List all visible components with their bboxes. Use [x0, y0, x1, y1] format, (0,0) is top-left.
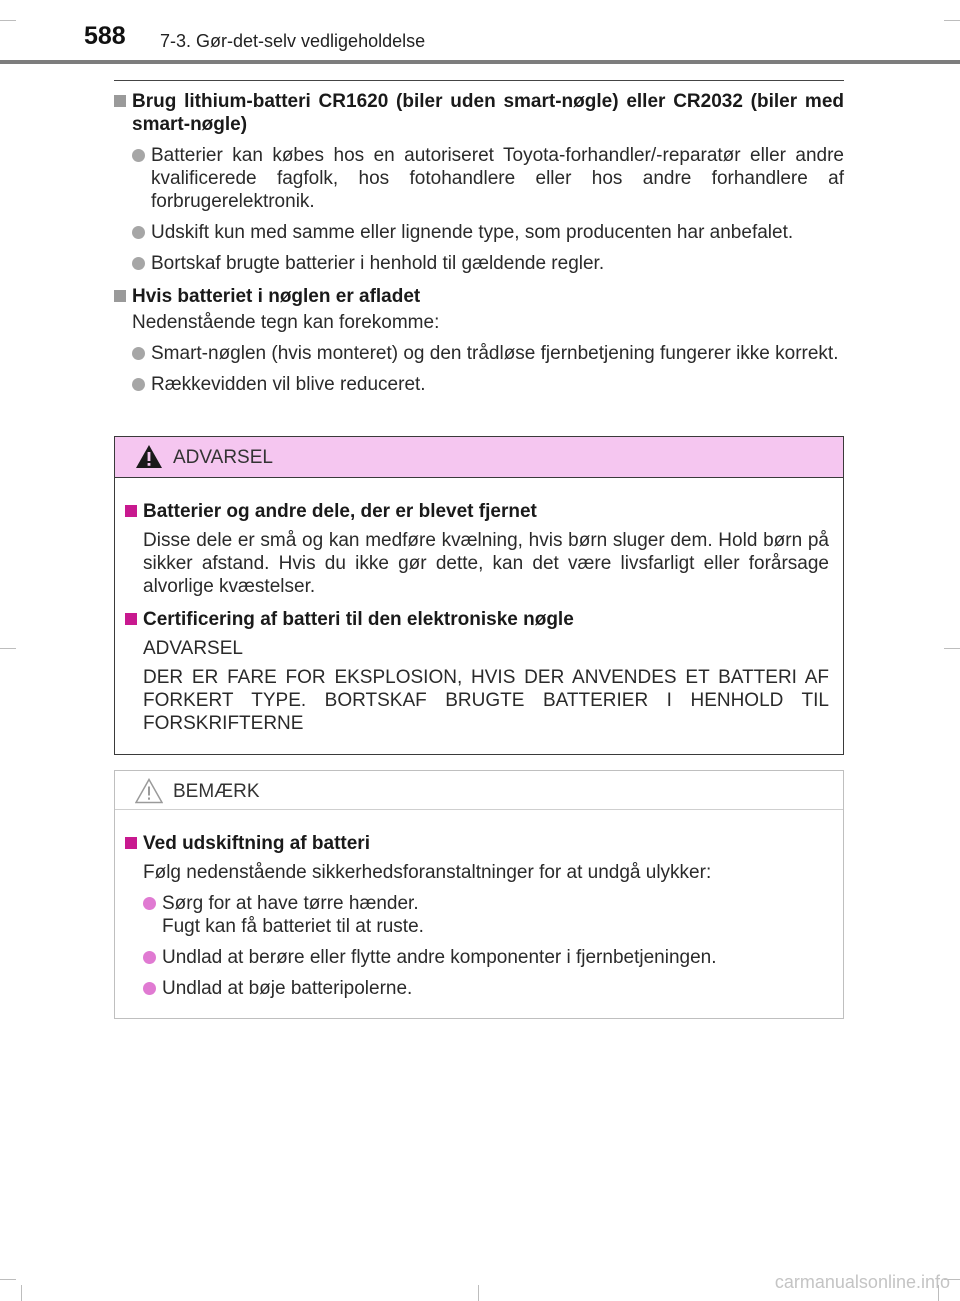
list-item: [114, 221, 844, 244]
warning-item-title-text: Certificering af batteri til den elektroniske nøgle: [143, 609, 574, 630]
content-rule: [114, 80, 844, 81]
square-bullet-icon: [125, 837, 137, 849]
list-item: [114, 252, 844, 275]
section-title-text: Hvis batteriet i nøglen er afladet: [132, 286, 421, 307]
warning-label: ADVARSEL: [173, 447, 273, 468]
notice-box: [114, 770, 844, 1019]
section-intro: Nedenstående tegn kan forekomme:: [132, 312, 440, 333]
circle-bullet-icon: [132, 347, 145, 360]
warning-item-subtitle: ADVARSEL: [143, 638, 243, 659]
main-content: [114, 90, 844, 396]
circle-bullet-icon: [143, 982, 156, 995]
list-item-text: Batterier kan købes hos en autoriseret Toyota-forhandler/-reparatør eller andre kvalificerede fagfolk, hos fotohandlere eller hos andre forhandlere af forbrugerelektronik.: [151, 145, 844, 212]
circle-bullet-icon: [132, 226, 145, 239]
square-bullet-icon: [114, 95, 126, 107]
notice-header: [115, 771, 843, 810]
warning-header: [115, 437, 843, 478]
square-bullet-icon: [114, 290, 126, 302]
crop-mark: [21, 1285, 22, 1301]
crop-mark: [0, 648, 16, 649]
warning-item-title: [125, 500, 829, 523]
list-item-text: Sørg for at have tørre hænder. Fugt kan få batteriet til at ruste.: [162, 893, 424, 937]
list-item-text: Undlad at bøje batteripolerne.: [162, 978, 413, 999]
circle-bullet-icon: [132, 257, 145, 270]
list-item-text: Undlad at berøre eller flytte andre komponenter i fjernbetjeningen.: [162, 947, 717, 968]
circle-bullet-icon: [143, 897, 156, 910]
square-bullet-icon: [125, 613, 137, 625]
warning-item-title-text: Batterier og andre dele, der er blevet fjernet: [143, 501, 537, 522]
list-item: [114, 373, 844, 396]
list-item: [114, 342, 844, 365]
list-item: [114, 144, 844, 213]
section-battery-type: [114, 90, 844, 275]
page-header: [0, 0, 960, 64]
chapter-title: 7-3. Gør-det-selv vedligeholdelse: [160, 31, 426, 51]
page-number: 588: [84, 22, 126, 50]
warning-item-text: Disse dele er små og kan medføre kvælning, hvis børn sluger dem. Hold børn på sikker afstand. Hvis du ikke gør dette, kan det være livsfarligt eller forårsage alvorlige kvæstelser.: [143, 530, 829, 597]
notice-triangle-icon: [135, 778, 163, 804]
notice-title-text: Ved udskiftning af batteri: [143, 833, 370, 854]
header-rule: [0, 60, 960, 64]
circle-bullet-icon: [132, 378, 145, 391]
notice-title: [125, 832, 829, 855]
crop-mark: [0, 1279, 16, 1280]
warning-item-title: [125, 608, 829, 631]
crop-mark: [944, 648, 960, 649]
watermark: carmanualsonline.info: [774, 1272, 950, 1292]
circle-bullet-icon: [143, 951, 156, 964]
list-item-text: Bortskaf brugte batterier i henhold til gældende regler.: [151, 253, 605, 274]
warning-body: [115, 478, 843, 735]
notice-label: BEMÆRK: [173, 781, 260, 802]
section-battery-depleted: [114, 285, 844, 396]
warning-item-text: DER ER FARE FOR EKSPLOSION, HVIS DER ANVENDES ET BATTERI AF FORKERT TYPE. BORTSKAF BRUGTE BATTERIER I HENHOLD TIL FORSKRIFTERNE: [143, 667, 829, 734]
notice-body: [115, 810, 843, 1000]
list-item-text: Udskift kun med samme eller lignende type, som producenten har anbefalet.: [151, 222, 794, 243]
square-bullet-icon: [125, 505, 137, 517]
section-title: [114, 90, 844, 136]
warning-box: [114, 436, 844, 755]
list-item-text: Smart-nøglen (hvis monteret) og den trådløse fjernbetjening fungerer ikke korrekt.: [151, 343, 839, 364]
section-title: [114, 285, 844, 308]
list-item: [125, 892, 829, 938]
list-item-text: Rækkevidden vil blive reduceret.: [151, 374, 426, 395]
list-item: [125, 977, 829, 1000]
warning-triangle-icon: [135, 444, 163, 469]
crop-mark: [478, 1285, 479, 1301]
notice-intro: Følg nedenstående sikkerhedsforanstaltninger for at undgå ulykker:: [143, 862, 712, 883]
list-item: [125, 946, 829, 969]
circle-bullet-icon: [132, 149, 145, 162]
section-title-text: Brug lithium-batteri CR1620 (biler uden smart-nøgle) eller CR2032 (biler med smart-nøgle): [132, 91, 844, 135]
